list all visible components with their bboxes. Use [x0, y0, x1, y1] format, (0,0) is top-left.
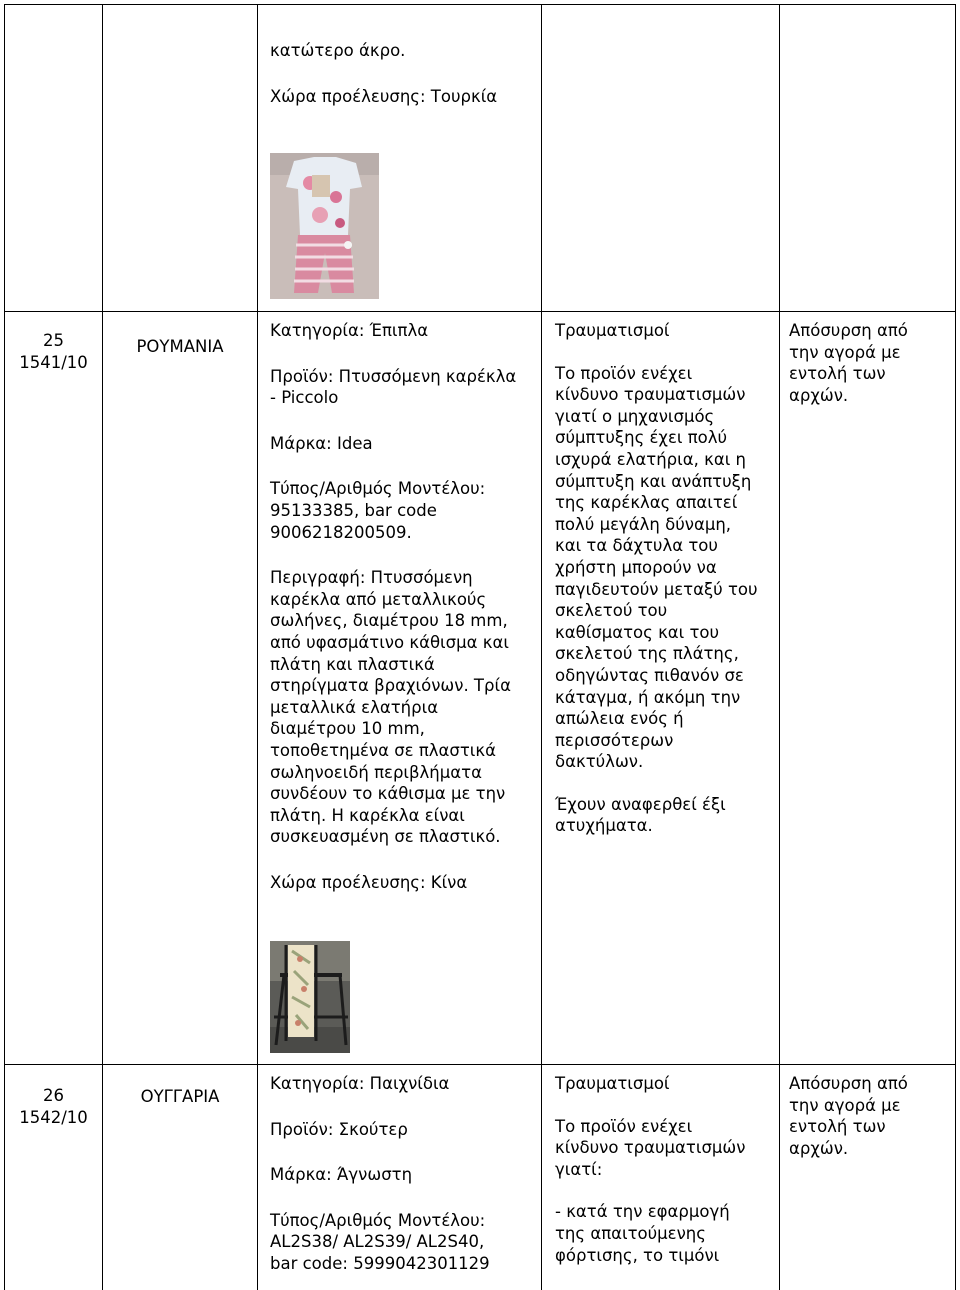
row25-product-details — [270, 320, 538, 893]
row25-product-line-1: Προϊόν: Πτυσσόμενη καρέκλα — [270, 366, 517, 386]
desc-line: στηρίγματα βραχιόνων. Τρία — [270, 676, 511, 696]
row26-number — [5, 1085, 102, 1128]
row25-ref: 1541/10 — [19, 352, 88, 372]
risk-line: περισσότερων — [555, 730, 674, 750]
row25-description — [270, 567, 538, 848]
risk-line: δακτύλων. — [555, 752, 644, 772]
measure-line: την αγορά με — [789, 342, 901, 362]
risk-line: απώλεια ενός ή — [555, 709, 684, 729]
risk-line: σκελετού της πλάτης, — [555, 644, 739, 664]
risk-line: Το προϊόν ενέχει — [555, 363, 693, 383]
risk-line: σύμπτυξης έχει πολύ — [555, 428, 728, 448]
risk-line: οδηγώντας πιθανόν σε — [555, 665, 744, 685]
desc-line: συσκευασμένη σε πλαστικό. — [270, 827, 501, 847]
row26-risk-title: Τραυματισμοί — [555, 1074, 670, 1093]
risk-line: της καρέκλας απαιτεί — [555, 493, 738, 513]
row26-product-details — [270, 1073, 538, 1275]
col-divider-3 — [541, 4, 542, 1290]
row25-risk-note — [555, 794, 777, 837]
row25-measure — [789, 320, 953, 406]
col-divider-4 — [779, 4, 780, 1290]
measure-line: Απόσυρση από — [789, 321, 908, 340]
row25-risk — [555, 320, 777, 837]
row25-product-line-2: - Piccolo — [270, 388, 339, 408]
risk-line: κίνδυνο τραυματισμών — [555, 385, 746, 405]
row-divider-25 — [4, 311, 956, 312]
row25-model-line-1: Τύπος/Αριθμός Μοντέλου: — [270, 479, 486, 499]
row26-risk — [555, 1073, 777, 1266]
row26-country — [103, 1086, 257, 1108]
risk-line: Το προϊόν ενέχει — [555, 1116, 693, 1136]
row-divider-top — [4, 4, 956, 5]
row26-brand: Μάρκα: Άγνωστη — [270, 1165, 413, 1185]
note-line: της απαιτούμενης — [555, 1223, 706, 1243]
risk-line: σύμπτυξη και ανάπτυξη — [555, 471, 752, 491]
col-divider-2 — [257, 4, 258, 1290]
row26-model-line-3: bar code: 5999042301129 — [270, 1253, 490, 1273]
row26-measure — [789, 1073, 953, 1159]
row25-model-line-3: 9006218200509. — [270, 522, 412, 542]
measure-line: αρχών. — [789, 1138, 849, 1158]
row25-model-line-2: 95133385, bar code — [270, 500, 437, 520]
risk-line: σκελετού του — [555, 601, 668, 621]
row-divider-26 — [4, 1064, 956, 1065]
clothing-set-photo — [270, 153, 379, 299]
measure-line: την αγορά με — [789, 1095, 901, 1115]
row25-risk-title: Τραυματισμοί — [555, 321, 670, 340]
row26-index: 26 — [43, 1086, 64, 1105]
prev-text-line: κατώτερο άκρο. — [270, 41, 406, 60]
risk-line: κίνδυνο τραυματισμών — [555, 1138, 746, 1158]
row26-risk-note — [555, 1201, 777, 1266]
row25-country-text: ΡΟΥΜΑΝΙΑ — [136, 337, 224, 356]
risk-line: γιατί: — [555, 1159, 603, 1179]
row25-brand: Μάρκα: Idea — [270, 433, 373, 453]
risk-line: κάταγμα, ή ακόμη την — [555, 687, 741, 707]
risk-line: χρήστη μπορούν να — [555, 557, 717, 577]
desc-line: συνδέουν το κάθισμα με την — [270, 784, 506, 804]
row26-model-line-1: Τύπος/Αριθμός Μοντέλου: — [270, 1210, 486, 1230]
row26-product: Προϊόν: Σκούτερ — [270, 1119, 408, 1139]
desc-line: διαμέτρου 10 mm, — [270, 719, 425, 739]
risk-line: γιατί ο μηχανισμός — [555, 406, 715, 426]
desc-line: μεταλλικά ελατήρια — [270, 697, 439, 717]
row26-category: Κατηγορία: Παιχνίδια — [270, 1074, 450, 1093]
prev-origin: Χώρα προέλευσης: Τουρκία — [270, 86, 498, 106]
desc-line: καρέκλα από μεταλλικούς — [270, 589, 487, 609]
row26-ref: 1542/10 — [19, 1107, 88, 1127]
desc-line: πλάτη. Η καρέκλα είναι — [270, 805, 465, 825]
risk-line: καθίσματος και του — [555, 622, 720, 642]
risk-line: πολύ μεγάλη δύναμη, — [555, 514, 732, 534]
row26-model-line-2: AL2S38/ AL2S39/ AL2S40, — [270, 1232, 485, 1252]
note-line: Έχουν αναφερθεί έξι — [555, 794, 726, 814]
measure-line: εντολή των — [789, 364, 886, 384]
note-line: - κατά την εφαρμογή — [555, 1202, 730, 1222]
row25-origin: Χώρα προέλευσης: Κίνα — [270, 872, 468, 892]
row25-risk-text — [555, 363, 777, 773]
desc-line: Περιγραφή: Πτυσσόμενη — [270, 568, 473, 588]
note-line: φόρτισης, το τιμόνι — [555, 1245, 720, 1265]
risk-line: ισχυρά ελατήρια, και η — [555, 449, 746, 469]
row25-country — [103, 336, 257, 358]
row26-country-text: ΟΥΓΓΑΡΙΑ — [140, 1087, 220, 1106]
risk-line: και τα δάχτυλα του — [555, 536, 718, 556]
desc-line: πλάτη και πλαστικά — [270, 654, 435, 674]
prev-row-description — [270, 40, 497, 107]
desc-line: τοποθετημένα σε πλαστικά — [270, 740, 496, 760]
row25-number — [5, 330, 102, 373]
measure-line: Απόσυρση από — [789, 1074, 908, 1093]
desc-line: σωληνοειδή περιβλήματα — [270, 762, 482, 782]
row25-index: 25 — [43, 331, 64, 350]
row26-risk-text — [555, 1116, 777, 1181]
desc-line: σωλήνες, διαμέτρου 18 mm, — [270, 611, 508, 631]
measure-line: αρχών. — [789, 385, 849, 405]
desc-line: από υφασμάτινο κάθισμα και — [270, 632, 509, 652]
folding-chair-photo — [270, 941, 350, 1053]
row25-category: Κατηγορία: Έπιπλα — [270, 321, 429, 340]
measure-line: εντολή των — [789, 1117, 886, 1137]
risk-line: παγιδευτούν μεταξύ του — [555, 579, 758, 599]
note-line: ατυχήματα. — [555, 816, 653, 836]
table-border-right — [955, 4, 956, 1290]
